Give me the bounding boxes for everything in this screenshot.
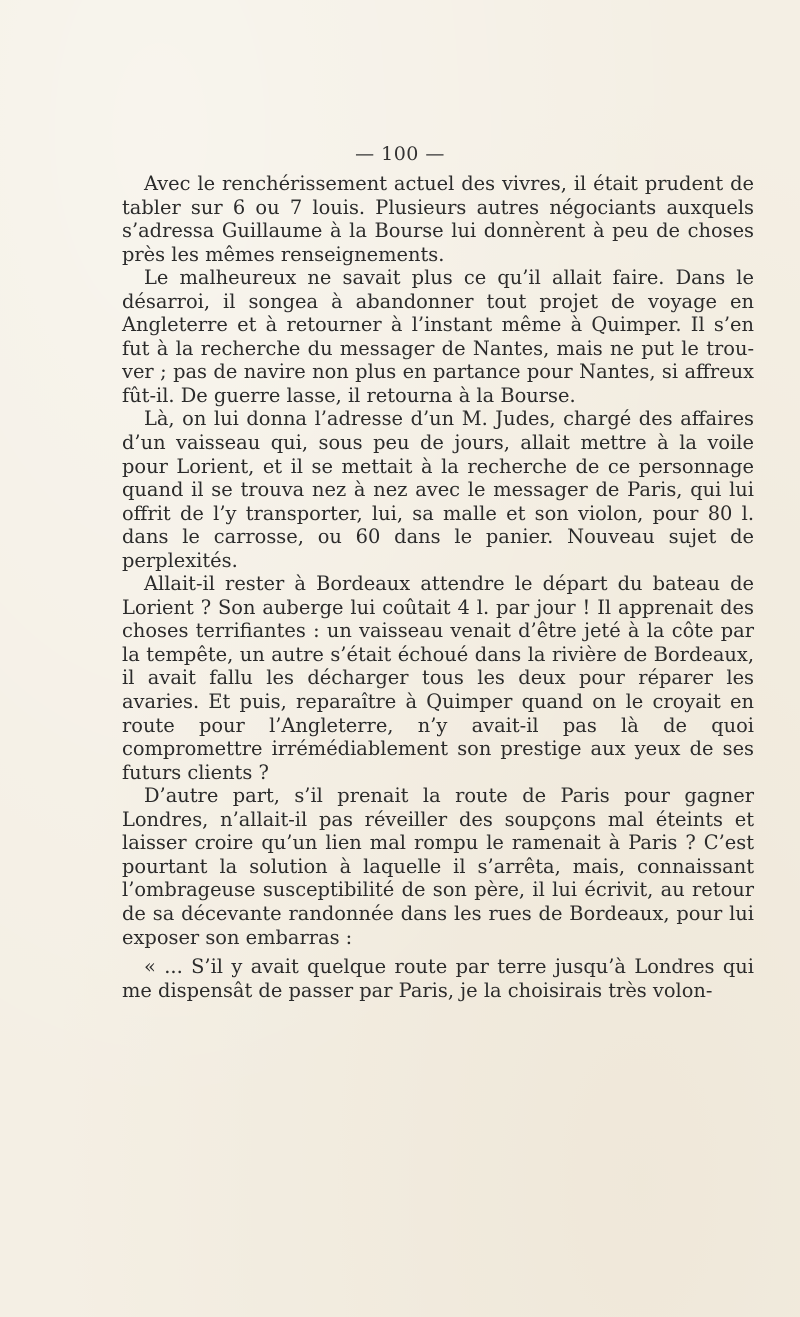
body-text	[122, 172, 754, 1002]
paragraph-2: Le malheureux ne savait plus ce qu’il allait faire. Dans le désarroi, il songea à abandonner tout projet de voyage en Angleterre et à retourner à l’instant même à Quimper. Il s’en fut à la recherche du messager de Nantes, mais ne put le trouver ; pas de navire non plus en partance pour Nantes, si affreux fût-il. De guerre lasse, il retourna à la Bourse.	[122, 266, 754, 407]
paragraph-5: D’autre part, s’il prenait la route de Paris pour gagner Londres, n’allait-il pas réveiller des soupçons mal éteints et laisser croire qu’un lien mal rompu le ramenait à Paris ? C’est pourtant la solution à laquelle il s’arrêta, mais, connaissant l’ombrageuse susceptibilité de son père, il lui écrivit, au retour de sa décevante randonnée dans les rues de Bordeaux, pour lui exposer son embarras :	[122, 784, 754, 949]
paragraph-4: Allait-il rester à Bordeaux attendre le départ du bateau de Lorient ? Son auberge lui coûtait 4 l. par jour ! Il apprenait des choses terrifiantes : un vaisseau venait d’être jeté à la côte par la tempête, un autre s’était échoué dans la rivière de Bordeaux, il avait fallu les décharger tous les deux pour réparer les avaries. Et puis, reparaître à Quimper quand on le croyait en route pour l’Angleterre, n’y avait-il pas là de quoi compromettre irrémédiablement son prestige aux yeux de ses futurs clients ?	[122, 572, 754, 784]
paragraph-1: Avec le renchérissement actuel des vivres, il était prudent de tabler sur 6 ou 7 louis. Plusieurs autres négociants auxquels s’adressa Guillaume à la Bourse lui donnèrent à peu de choses près les mêmes renseignements.	[122, 172, 754, 266]
paragraph-3: Là, on lui donna l’adresse d’un M. Judes, chargé des affaires d’un vaisseau qui, sous peu de jours, allait mettre à la voile pour Lorient, et il se mettait à la recherche de ce personnage quand il se trouva nez à nez avec le messager de Paris, qui lui offrit de l’y transporter, lui, sa malle et son violon, pour 80 l. dans le carrosse, ou 60 dans le panier. Nouveau sujet de perplexités.	[122, 407, 754, 572]
page-number: — 100 —	[355, 143, 445, 165]
quoted-letter: « ... S’il y avait quelque route par terre jusqu’à Londres qui me dispensât de passer par Paris, je la choisirais très volon-	[122, 955, 754, 1002]
